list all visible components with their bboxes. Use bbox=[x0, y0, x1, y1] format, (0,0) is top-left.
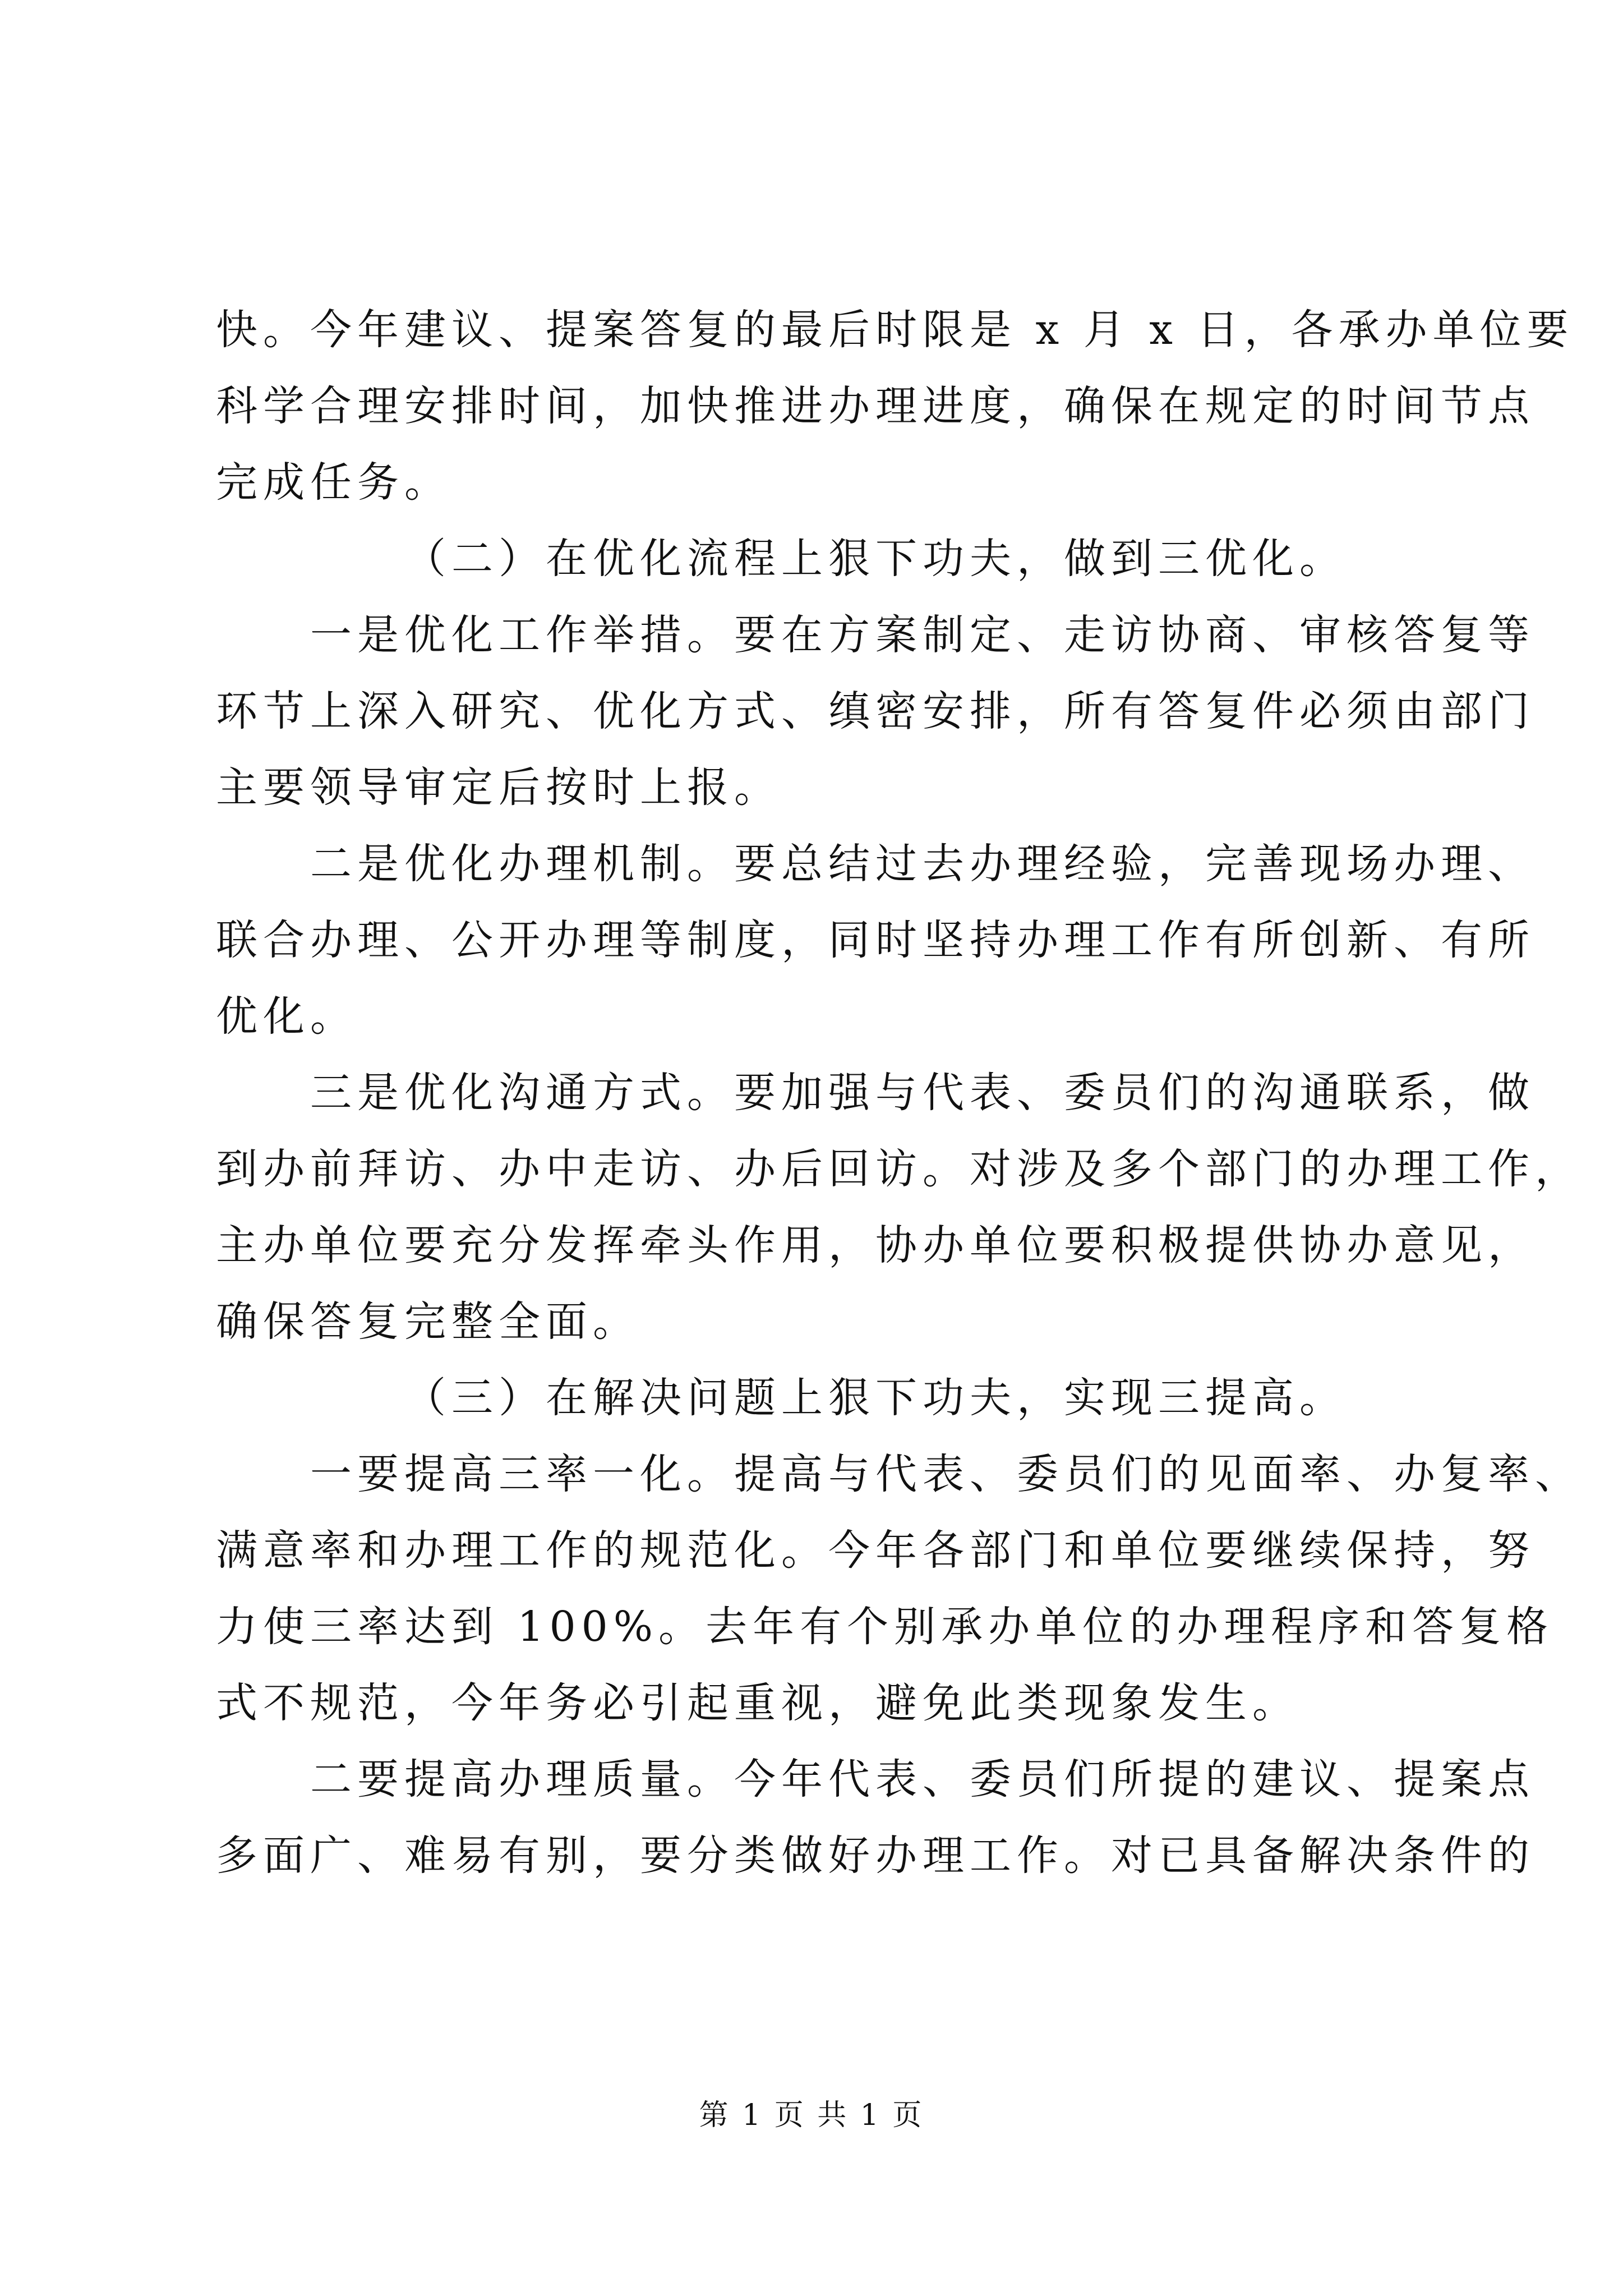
text-line: 主要领导审定后按时上报。 bbox=[216, 763, 781, 812]
text-line: 完成任务。 bbox=[216, 458, 451, 507]
text-line: 优化。 bbox=[216, 992, 357, 1041]
document-body bbox=[216, 292, 1582, 1894]
text-line: 到办前拜访、办中走访、办后回访。对涉及多个部门的办理工作， bbox=[216, 1145, 1582, 1193]
paragraph bbox=[216, 1436, 1582, 1741]
heading-text: （二）在优化流程上狠下功夫，做到三优化。 bbox=[404, 535, 1347, 583]
text-line: 一是优化工作举措。要在方案制定、走访协商、审核答复等 bbox=[310, 611, 1535, 659]
page-number-label: 第 1 页 共 1 页 bbox=[699, 2099, 924, 2132]
text-line: 二要提高办理质量。今年代表、委员们所提的建议、提案点 bbox=[310, 1755, 1535, 1803]
text-line: 力使三率达到 100%。去年有个别承办单位的办理程序和答复格 bbox=[216, 1603, 1554, 1651]
text-line: 联合办理、公开办理等制度，同时坚持办理工作有所创新、有所 bbox=[216, 916, 1535, 964]
text-line: 满意率和办理工作的规范化。今年各部门和单位要继续保持，努 bbox=[216, 1526, 1535, 1575]
section-heading bbox=[216, 1360, 1416, 1436]
page-footer bbox=[0, 2091, 1623, 2133]
text-line: 主办单位要充分发挥牵头作用，协办单位要积极提供协办意见， bbox=[216, 1221, 1535, 1269]
heading-text: （三）在解决问题上狠下功夫，实现三提高。 bbox=[404, 1374, 1347, 1422]
text-line: 三是优化沟通方式。要加强与代表、委员们的沟通联系，做 bbox=[310, 1069, 1535, 1117]
text-line: 一要提高三率一化。提高与代表、委员们的见面率、办复率、 bbox=[310, 1450, 1582, 1498]
text-line: 确保答复完整全面。 bbox=[216, 1297, 640, 1346]
text-line: 快。今年建议、提案答复的最后时限是 x 月 x 日，各承办单位要 bbox=[216, 306, 1574, 354]
paragraph bbox=[216, 1741, 1535, 1894]
text-line: 式不规范，今年务必引起重视，避免此类现象发生。 bbox=[216, 1679, 1299, 1727]
text-line: 二是优化办理机制。要总结过去办理经验，完善现场办理、 bbox=[310, 840, 1535, 888]
paragraph bbox=[216, 826, 1535, 1055]
text-line: 环节上深入研究、优化方式、缜密安排，所有答复件必须由部门 bbox=[216, 687, 1535, 735]
section-heading bbox=[216, 521, 1416, 597]
text-line: 多面广、难易有别，要分类做好办理工作。对已具备解决条件的 bbox=[216, 1832, 1535, 1880]
paragraph bbox=[216, 597, 1535, 826]
paragraph bbox=[216, 292, 1574, 521]
paragraph bbox=[216, 1055, 1582, 1360]
text-line: 科学合理安排时间，加快推进办理进度，确保在规定的时间节点 bbox=[216, 382, 1535, 430]
